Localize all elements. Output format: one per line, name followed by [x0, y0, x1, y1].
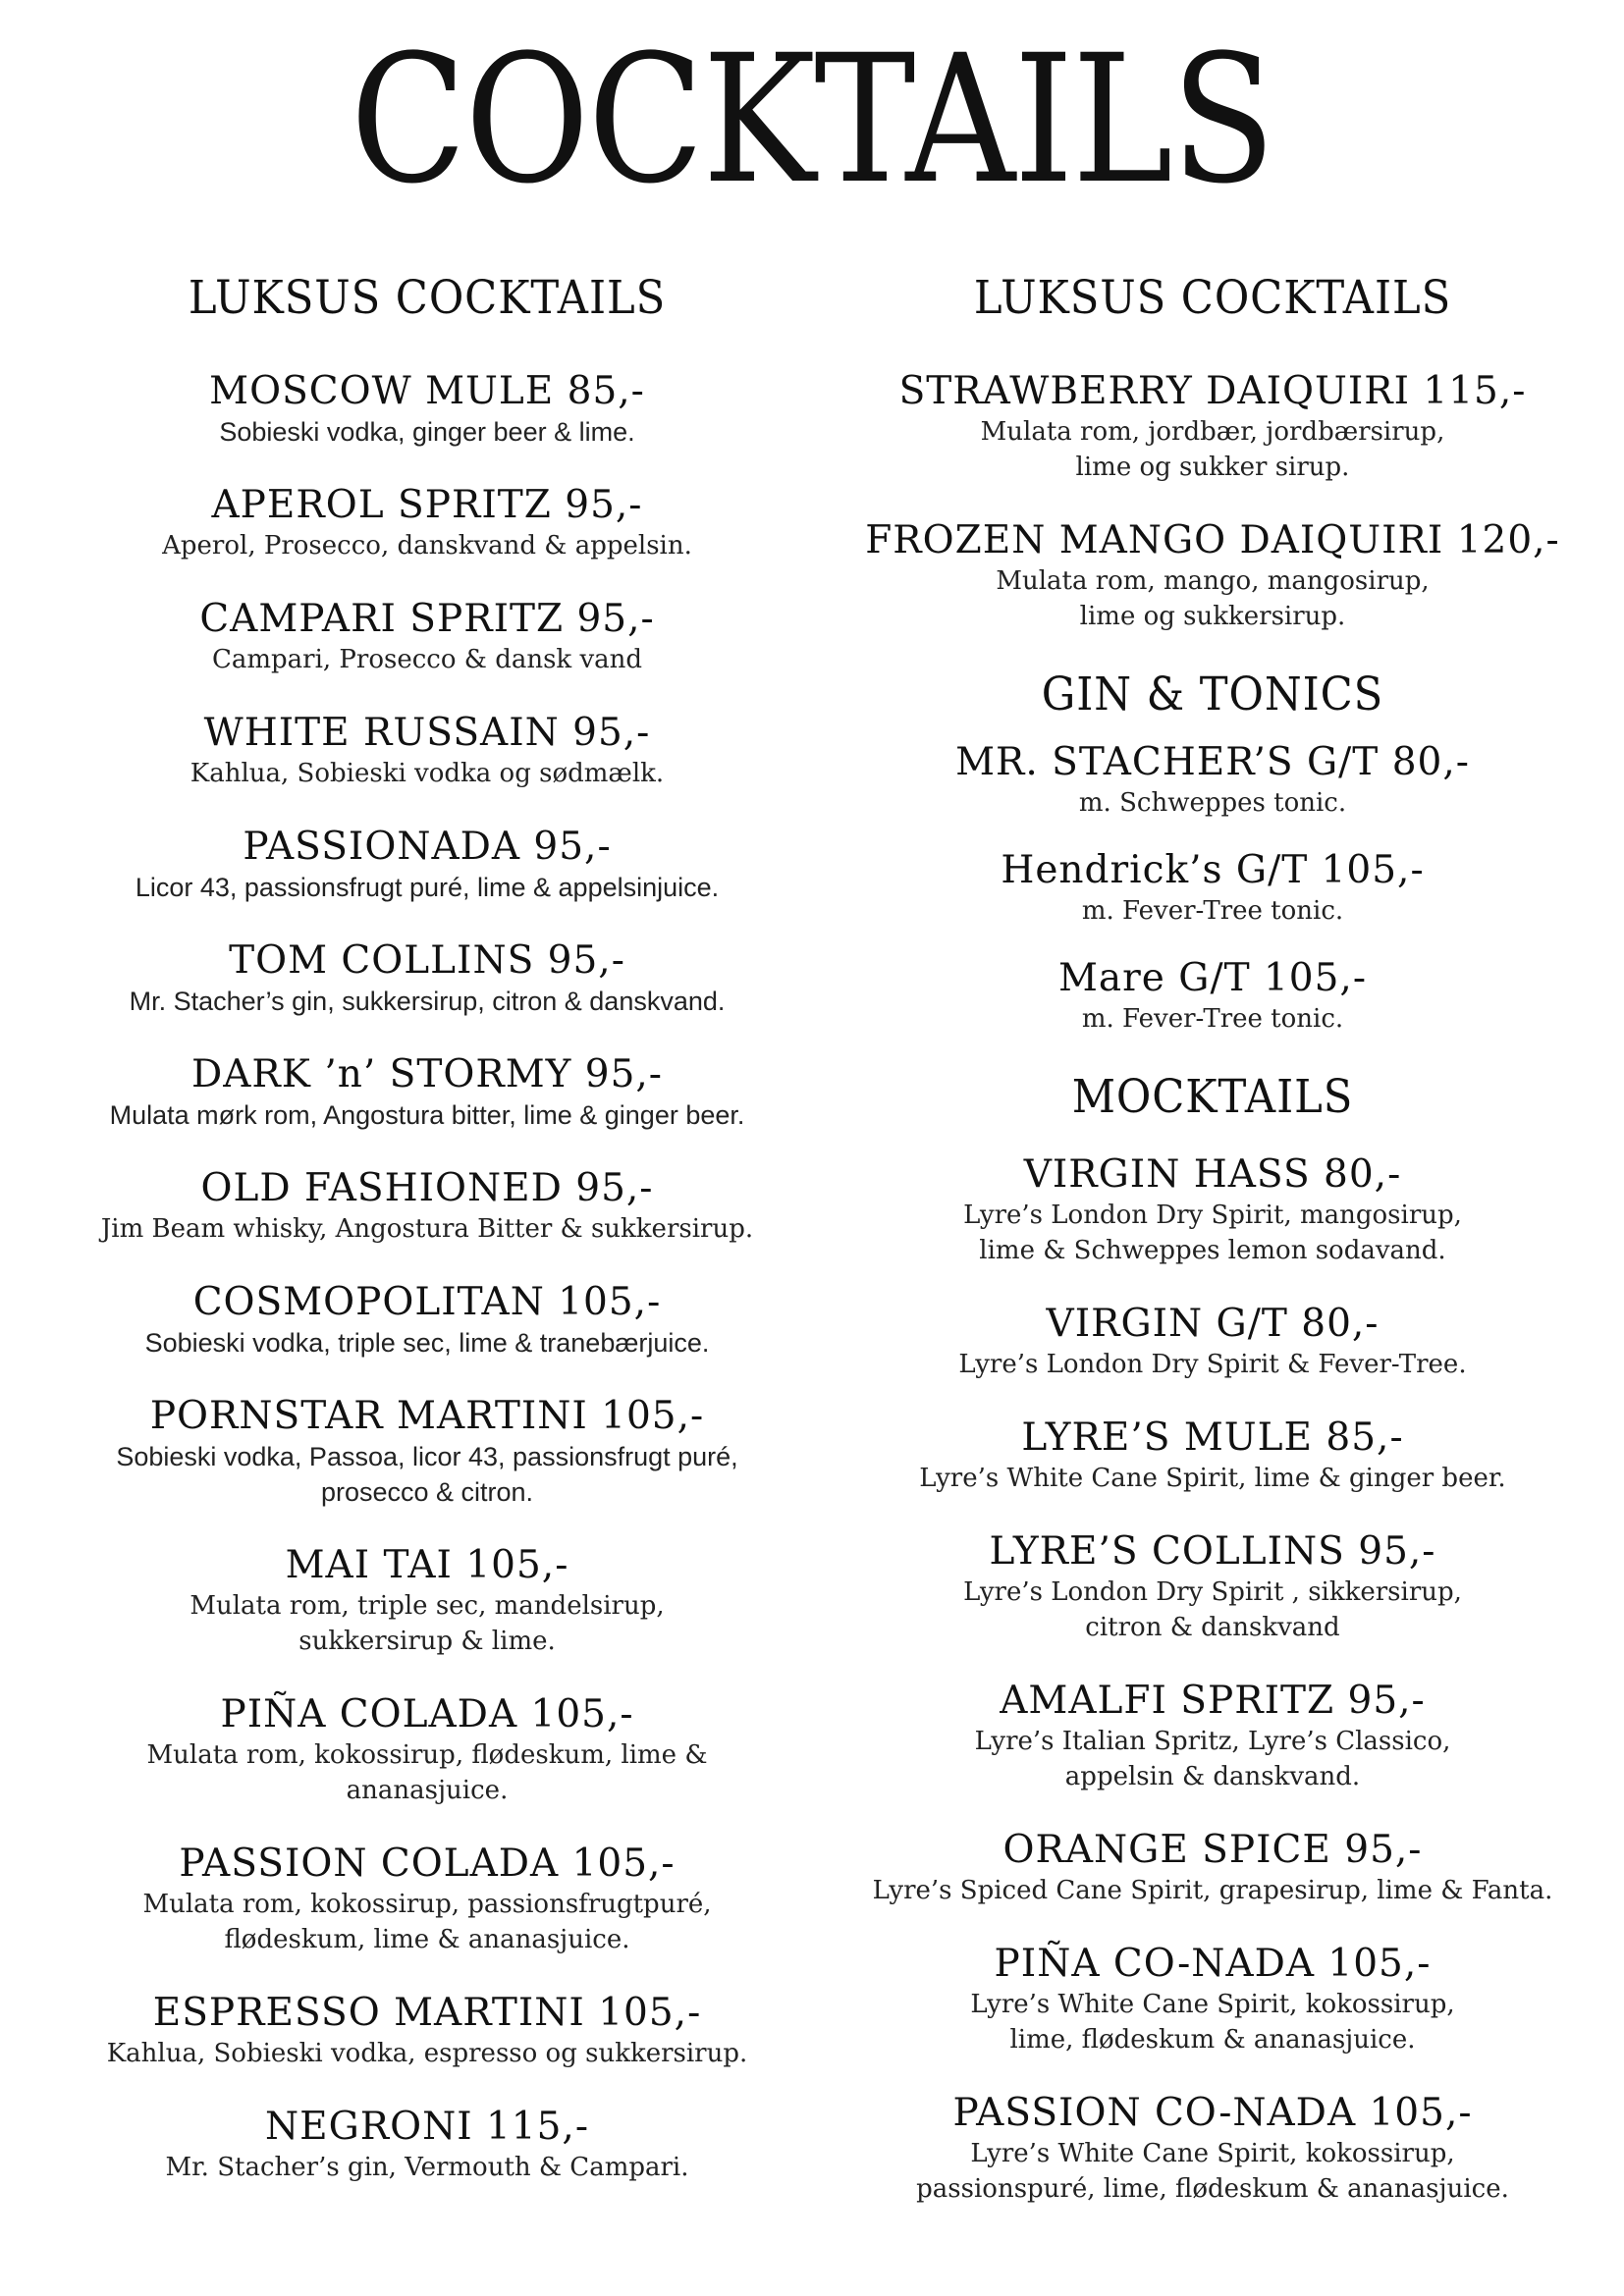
- gin-tonics-list: [815, 726, 1610, 1037]
- menu-item-description-line: citron & danskvand: [1085, 1613, 1340, 1642]
- menu-item: [29, 330, 825, 450]
- menu-item-description: [29, 414, 825, 450]
- menu-item-description: [815, 1347, 1610, 1382]
- menu-item: [815, 330, 1610, 485]
- menu-item-description-line: Mulata rom, jordbær, jordbærsirup,: [980, 417, 1445, 447]
- menu-item-description: [29, 1887, 825, 1957]
- menu-item-description: [29, 2150, 825, 2185]
- menu-item-description: [29, 528, 825, 563]
- menu-item-description-line: Lyre’s Italian Spritz, Lyre’s Classico,: [974, 1727, 1451, 1756]
- menu-item-description: [815, 414, 1610, 485]
- menu-item: [29, 905, 825, 1019]
- menu-item-name: FROZEN MANGO DAIQUIRI 120,-: [865, 518, 1560, 562]
- menu-item-description-line: lime og sukkersirup.: [1079, 602, 1346, 631]
- menu-item-description: [29, 1439, 825, 1510]
- menu-item-name: STRAWBERRY DAIQUIRI 115,-: [898, 369, 1527, 413]
- menu-item-name: PASSION CO-NADA 105,-: [952, 2091, 1473, 2135]
- menu-item-description: [29, 642, 825, 677]
- menu-item-description: [815, 1575, 1610, 1645]
- menu-item-description: [29, 870, 825, 905]
- menu-item: [29, 1957, 825, 2071]
- menu-item-description-line: flødeskum, lime & ananasjuice.: [224, 1925, 630, 1954]
- menu-item: [815, 1794, 1610, 1908]
- menu-item: [29, 791, 825, 905]
- menu-item-description: [29, 1325, 825, 1361]
- menu-item-description: [815, 563, 1610, 634]
- menu-item-name: Hendrick’s G/T 105,-: [1001, 848, 1425, 892]
- menu-item: [815, 1382, 1610, 1496]
- menu-item-description-line: m. Fever-Tree tonic.: [1081, 896, 1344, 926]
- menu-item: [29, 677, 825, 791]
- menu-item-name: COSMOPOLITAN 105,-: [192, 1280, 662, 1324]
- menu-item-description-line: Mulata mørk rom, Angostura bitter, lime & ginger beer.: [109, 1100, 745, 1130]
- menu-item: [815, 726, 1610, 821]
- menu-item-description-line: Jim Beam whisky, Angostura Bitter & sukkersirup.: [100, 1214, 754, 1244]
- menu-item: [815, 821, 1610, 929]
- menu-item-name: OLD FASHIONED 95,-: [200, 1166, 654, 1210]
- menu-item-name: VIRGIN HASS 80,-: [1023, 1152, 1402, 1197]
- menu-item-name: TOM COLLINS 95,-: [229, 938, 625, 983]
- menu-item: [29, 2071, 825, 2185]
- menu-item-name: PASSIONADA 95,-: [243, 825, 612, 869]
- menu-item-name: CAMPARI SPRITZ 95,-: [199, 597, 655, 641]
- menu-item-name: MR. STACHER’S G/T 80,-: [955, 740, 1470, 784]
- right-menu-column: [815, 267, 1610, 2207]
- menu-item-name: LYRE’S MULE 85,-: [1021, 1415, 1404, 1460]
- menu-item: [815, 1496, 1610, 1645]
- section-heading-gin-tonics: GIN & TONICS: [1041, 667, 1384, 721]
- menu-item-description-line: Sobieski vodka, Passoa, licor 43, passionsfrugt puré,: [116, 1442, 738, 1471]
- menu-item-name: PIÑA CO-NADA 105,-: [994, 1942, 1432, 1986]
- menu-item-description-line: Mr. Stacher’s gin, sukkersirup, citron & danskvand.: [129, 987, 726, 1016]
- menu-item-description-line: Lyre’s London Dry Spirit , sikkersirup,: [963, 1577, 1462, 1607]
- menu-item-description: [815, 2136, 1610, 2207]
- menu-item-name: APEROL SPRITZ 95,-: [211, 483, 643, 527]
- menu-item-description-line: Mr. Stacher’s gin, Vermouth & Campari.: [165, 2153, 689, 2182]
- menu-item-name: PASSION COLADA 105,-: [179, 1842, 676, 1886]
- menu-item-description: [815, 1198, 1610, 1268]
- menu-item-description-line: ananasjuice.: [346, 1776, 509, 1805]
- menu-item-description: [815, 1001, 1610, 1037]
- luksus-cocktails-list-right: [815, 330, 1610, 634]
- menu-item: [29, 450, 825, 563]
- menu-item-description-line: Lyre’s White Cane Spirit, kokossirup,: [970, 1990, 1455, 2019]
- menu-item-description-line: Aperol, Prosecco, danskvand & appelsin.: [162, 531, 692, 561]
- menu-item-name: ORANGE SPICE 95,-: [1002, 1828, 1423, 1872]
- menu-item-description-line: m. Schweppes tonic.: [1078, 788, 1347, 818]
- menu-item-description-line: Lyre’s London Dry Spirit, mangosirup,: [963, 1201, 1462, 1230]
- menu-item-description: [815, 1461, 1610, 1496]
- menu-item-name: MOSCOW MULE 85,-: [209, 369, 645, 413]
- menu-item: [815, 1908, 1610, 2057]
- menu-item-description-line: Lyre’s Spiced Cane Spirit, grapesirup, lime & Fanta.: [872, 1876, 1553, 1905]
- menu-item-description: [29, 1211, 825, 1247]
- menu-item-name: WHITE RUSSAIN 95,-: [203, 711, 651, 755]
- menu-item-description-line: Campari, Prosecco & dansk vand: [211, 645, 643, 674]
- menu-item-description-line: Mulata rom, mango, mangosirup,: [996, 566, 1430, 596]
- menu-item-description-line: Sobieski vodka, triple sec, lime & tranebærjuice.: [144, 1328, 710, 1358]
- page-title: COCKTAILS: [350, 18, 1274, 223]
- menu-item: [815, 1129, 1610, 1268]
- menu-item: [815, 929, 1610, 1037]
- menu-item-name: VIRGIN G/T 80,-: [1046, 1302, 1380, 1346]
- menu-item-description-line: Lyre’s White Cane Spirit, lime & ginger beer.: [919, 1464, 1506, 1493]
- section-heading-luksus-left: LUKSUS COCKTAILS: [188, 271, 667, 325]
- menu-item-description-line: sukkersirup & lime.: [298, 1627, 556, 1656]
- menu-item-name: LYRE’S COLLINS 95,-: [989, 1529, 1436, 1574]
- menu-item-description: [29, 756, 825, 791]
- menu-item: [29, 1133, 825, 1247]
- menu-item-description-line: Lyre’s London Dry Spirit & Fever-Tree.: [958, 1350, 1467, 1379]
- menu-item-name: PIÑA COLADA 105,-: [220, 1692, 634, 1736]
- menu-item-description: [29, 1737, 825, 1808]
- menu-item-description-line: Mulata rom, kokossirup, flødeskum, lime &: [146, 1740, 708, 1770]
- menu-item-description-line: appelsin & danskvand.: [1064, 1762, 1361, 1791]
- menu-item-description: [815, 1873, 1610, 1908]
- menu-item: [815, 1268, 1610, 1382]
- menu-item-description: [815, 785, 1610, 821]
- menu-item-description-line: Lyre’s White Cane Spirit, kokossirup,: [970, 2139, 1455, 2168]
- menu-item-description-line: Mulata rom, kokossirup, passionsfrugtpuré,: [142, 1890, 712, 1919]
- menu-item-name: ESPRESSO MARTINI 105,-: [152, 1991, 702, 2035]
- menu-item-description-line: Sobieski vodka, ginger beer & lime.: [219, 417, 635, 447]
- luksus-cocktails-list-left: [29, 330, 825, 2185]
- menu-item: [29, 563, 825, 677]
- menu-item-description-line: m. Fever-Tree tonic.: [1081, 1004, 1344, 1034]
- left-menu-column: [29, 267, 825, 2185]
- menu-item-description-line: lime, flødeskum & ananasjuice.: [1009, 2025, 1416, 2055]
- menu-item: [815, 1645, 1610, 1794]
- menu-item-description-line: passionspuré, lime, flødeskum & ananasjuice.: [916, 2174, 1509, 2204]
- menu-item-description-line: Kahlua, Sobieski vodka og sødmælk.: [189, 759, 665, 788]
- section-heading-luksus-right: LUKSUS COCKTAILS: [973, 271, 1452, 325]
- menu-item: [29, 1019, 825, 1133]
- menu-item-name: PORNSTAR MARTINI 105,-: [149, 1394, 705, 1438]
- menu-item: [29, 1659, 825, 1808]
- menu-item-description: [29, 1097, 825, 1133]
- menu-item-description: [29, 2036, 825, 2071]
- menu-item-description-line: Kahlua, Sobieski vodka, espresso og sukkersirup.: [106, 2039, 748, 2068]
- menu-item-description: [815, 893, 1610, 929]
- menu-item-name: Mare G/T 105,-: [1057, 956, 1368, 1000]
- section-heading-mocktails: MOCKTAILS: [1071, 1070, 1354, 1124]
- menu-item: [29, 1510, 825, 1659]
- menu-item: [29, 1808, 825, 1957]
- menu-item-name: MAI TAI 105,-: [285, 1543, 569, 1587]
- menu-item-description: [29, 1588, 825, 1659]
- menu-item: [815, 2057, 1610, 2207]
- menu-item-description: [815, 1724, 1610, 1794]
- menu-item-description-line: lime & Schweppes lemon sodavand.: [979, 1236, 1446, 1265]
- mocktails-list: [815, 1129, 1610, 2207]
- menu-item: [815, 485, 1610, 634]
- menu-item-description-line: Licor 43, passionsfrugt puré, lime & appelsinjuice.: [135, 873, 720, 902]
- menu-item-description: [29, 984, 825, 1019]
- menu-item: [29, 1361, 825, 1510]
- menu-item-description-line: lime og sukker sirup.: [1075, 453, 1350, 482]
- menu-item-description-line: Mulata rom, triple sec, mandelsirup,: [189, 1591, 665, 1621]
- menu-item-description: [815, 1987, 1610, 2057]
- menu-item-name: AMALFI SPRITZ 95,-: [1000, 1679, 1426, 1723]
- menu-item-name: DARK ’n’ STORMY 95,-: [191, 1052, 663, 1096]
- menu-item-name: NEGRONI 115,-: [264, 2105, 590, 2149]
- menu-item-description-line: prosecco & citron.: [320, 1477, 534, 1507]
- menu-item: [29, 1247, 825, 1361]
